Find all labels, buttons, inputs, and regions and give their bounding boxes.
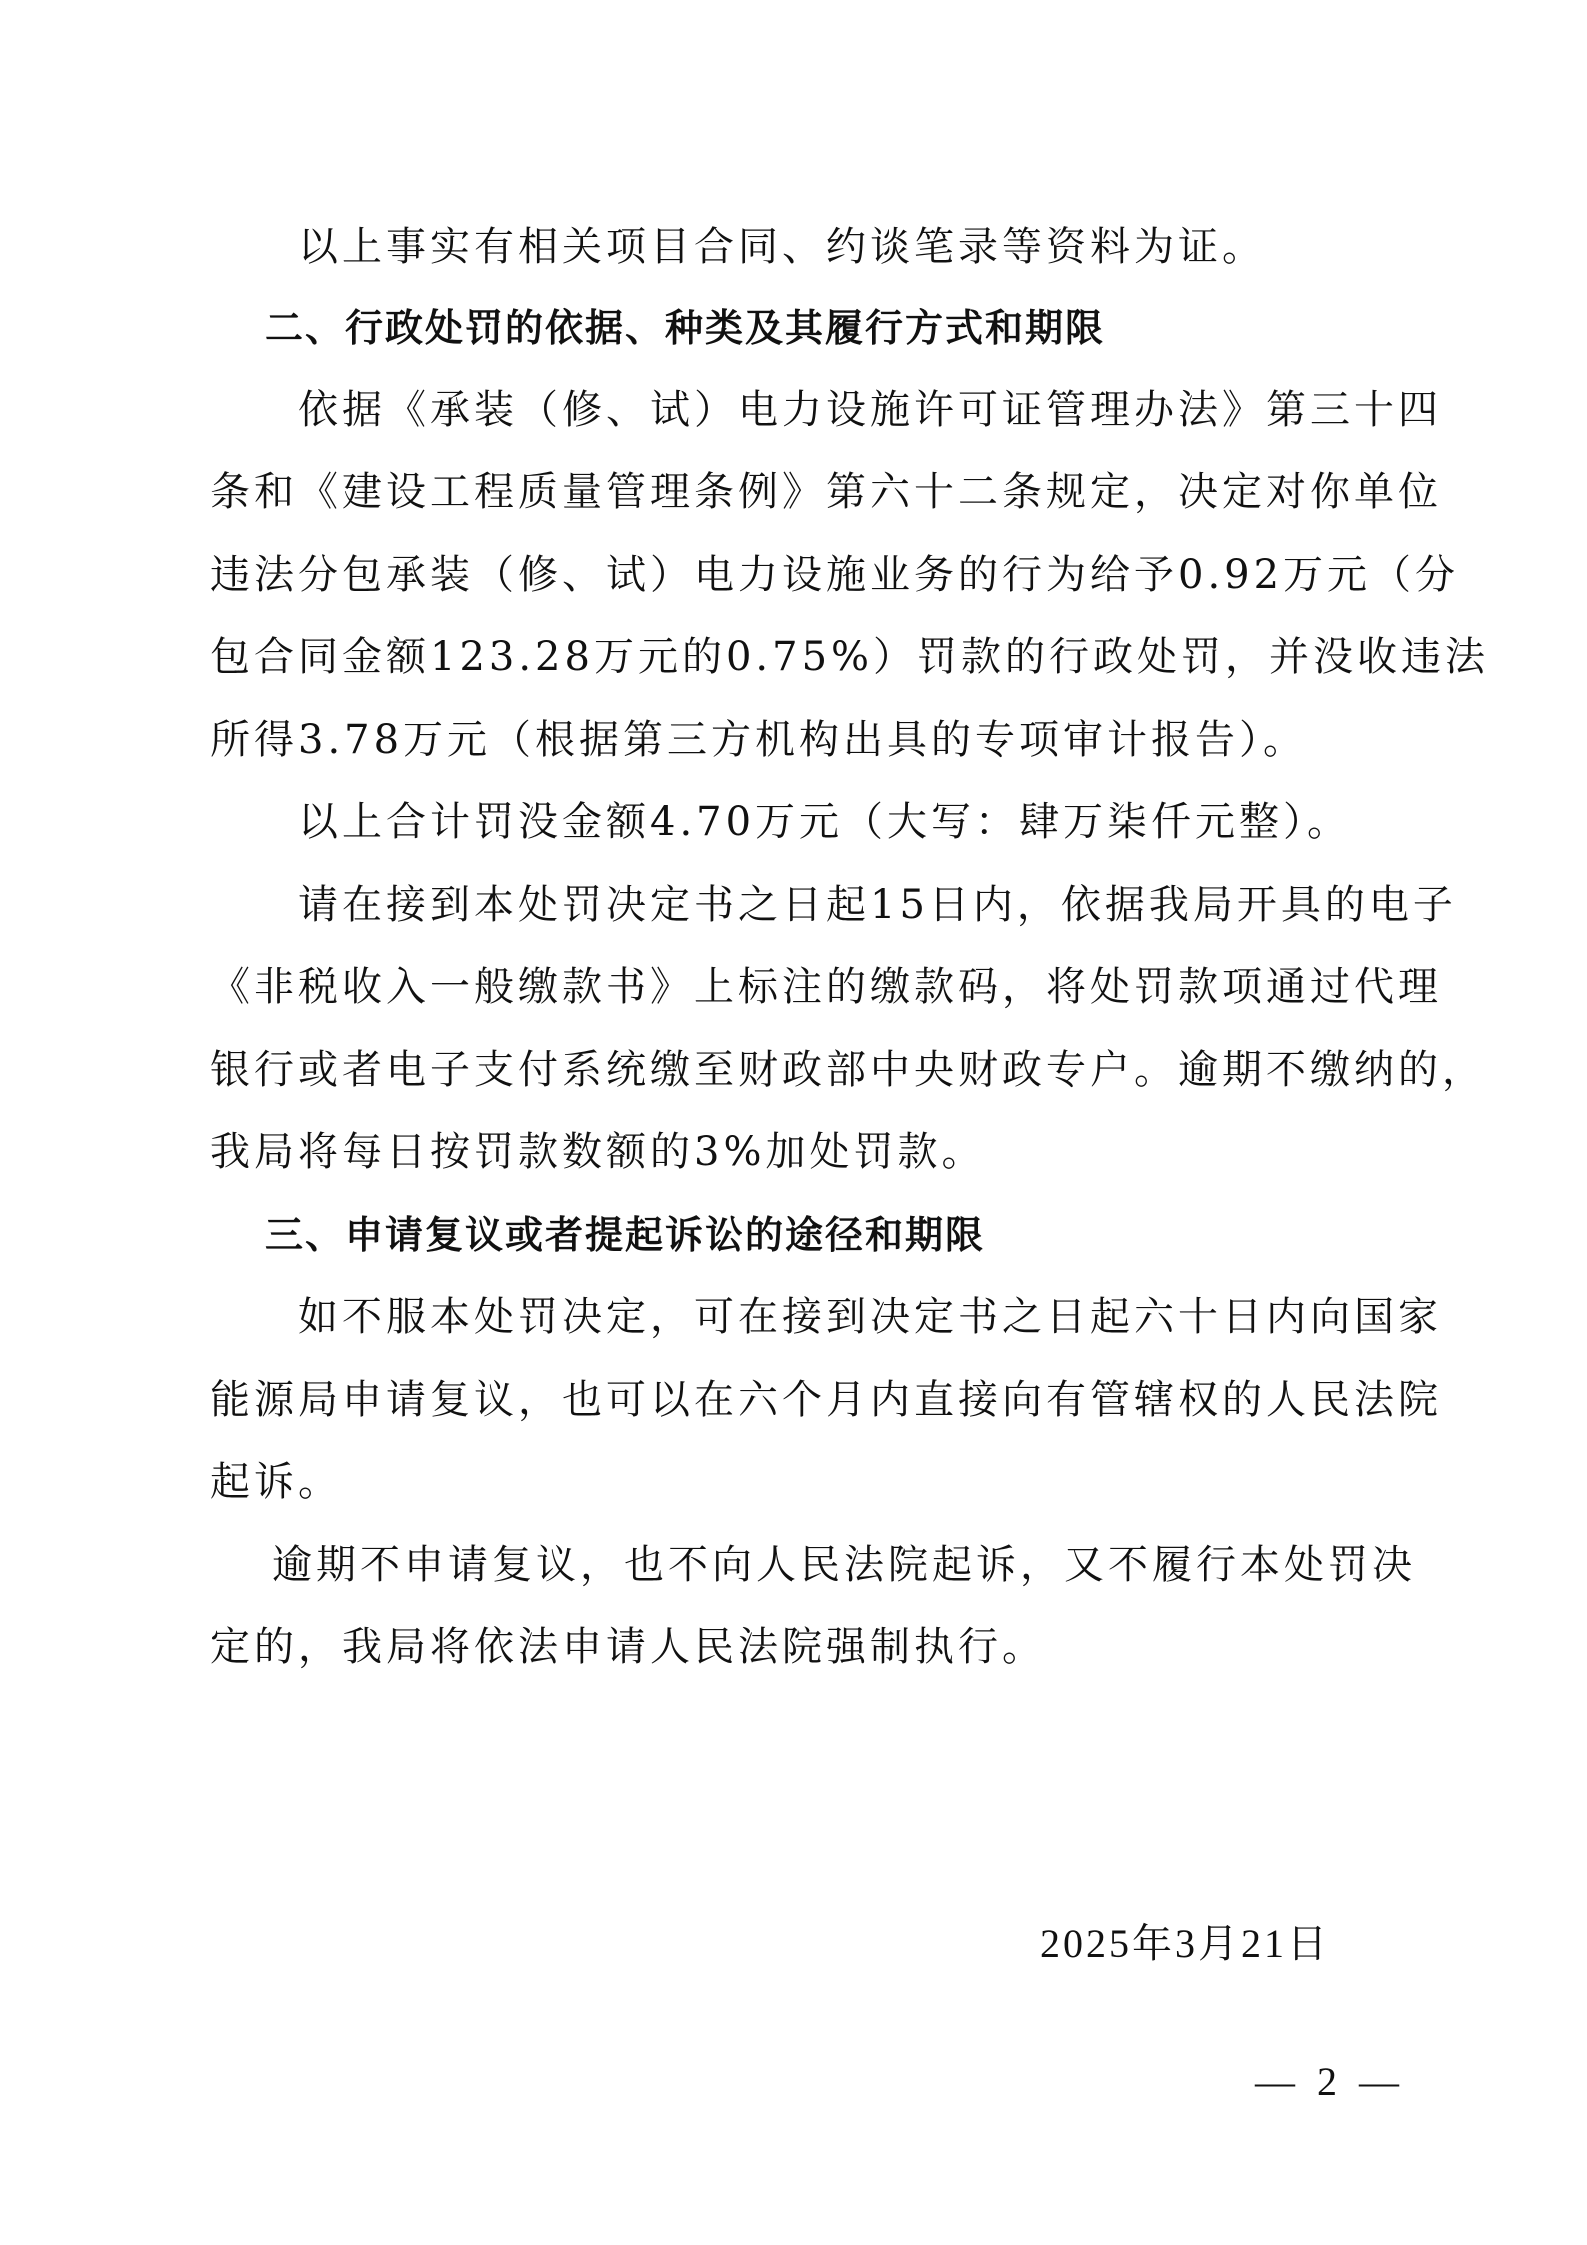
section-heading-3: 三、申请复议或者提起诉讼的途径和期限 bbox=[265, 1213, 986, 1257]
body-line: 起诉。 bbox=[210, 1459, 342, 1505]
body-line: 包合同金额123.28万元的0.75%）罚款的行政处罚，并没收违法 bbox=[210, 634, 1490, 680]
body-line: 逾期不申请复议，也不向人民法院起诉，又不履行本处罚决 bbox=[272, 1542, 1416, 1588]
body-line: 违法分包承装（修、试）电力设施业务的行为给予0.92万元（分 bbox=[210, 552, 1460, 598]
body-line: 我局将每日按罚款数额的3%加处罚款。 bbox=[210, 1129, 986, 1175]
total-penalty-line: 以上合计罚没金额4.70万元（大写：肆万柒仟元整）。 bbox=[298, 799, 1352, 845]
document-date: 2025年3月21日 bbox=[1040, 1921, 1330, 1966]
body-line: 定的，我局将依法申请人民法院强制执行。 bbox=[210, 1624, 1046, 1670]
body-line: 依据《承装（修、试）电力设施许可证管理办法》第三十四 bbox=[298, 387, 1442, 433]
body-line: 如不服本处罚决定，可在接到决定书之日起六十日内向国家 bbox=[298, 1294, 1442, 1340]
page-number: — 2 — bbox=[1255, 2059, 1405, 2104]
body-line: 能源局申请复议，也可以在六个月内直接向有管辖权的人民法院 bbox=[210, 1377, 1442, 1423]
body-line: 《非税收入一般缴款书》上标注的缴款码，将处罚款项通过代理 bbox=[210, 964, 1442, 1010]
body-line: 条和《建设工程质量管理条例》第六十二条规定，决定对你单位 bbox=[210, 469, 1442, 515]
section-heading-2: 二、行政处罚的依据、种类及其履行方式和期限 bbox=[265, 306, 1106, 350]
body-line: 银行或者电子支付系统缴至财政部中央财政专户。逾期不缴纳的， bbox=[210, 1047, 1486, 1093]
body-line: 所得3.78万元（根据第三方机构出具的专项审计报告）。 bbox=[210, 717, 1308, 763]
evidence-statement: 以上事实有相关项目合同、约谈笔录等资料为证。 bbox=[298, 224, 1266, 270]
body-line: 请在接到本处罚决定书之日起15日内，依据我局开具的电子 bbox=[298, 882, 1457, 928]
